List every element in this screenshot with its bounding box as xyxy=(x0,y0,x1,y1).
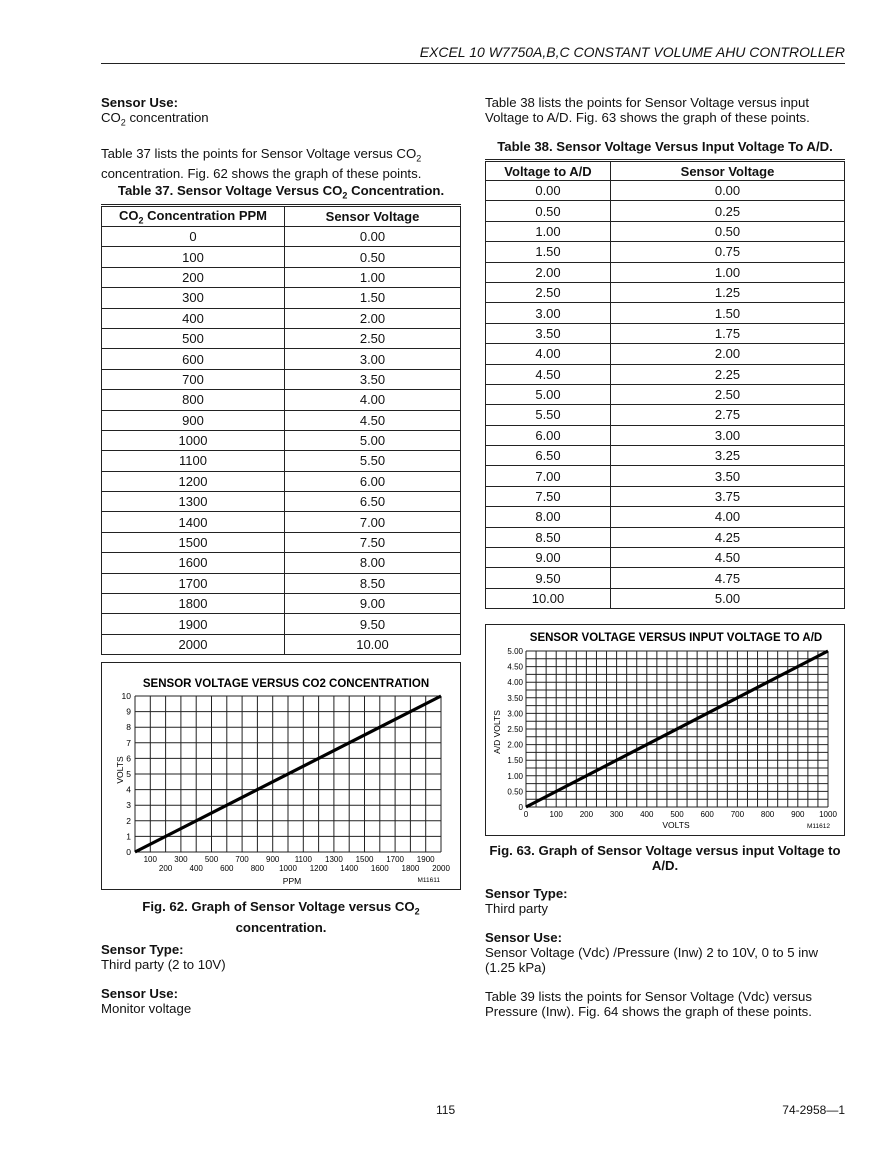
x-tick-label: 300 xyxy=(609,810,624,819)
x-tick-label: 1600 xyxy=(370,864,389,873)
left-column xyxy=(101,95,461,181)
table-cell-voltage: 0.50 xyxy=(285,247,461,267)
table-row xyxy=(102,532,461,552)
table-cell-voltage: 1.50 xyxy=(285,288,461,308)
table-row xyxy=(486,527,845,547)
table-cell-voltage: 1.00 xyxy=(285,267,461,287)
sensor-use-label: Sensor Use: xyxy=(101,95,178,110)
table37-header-voltage: Sensor Voltage xyxy=(285,206,461,227)
table-cell-voltage: 4.00 xyxy=(285,390,461,410)
y-tick-label: 0 xyxy=(126,847,131,857)
table-cell-input: 5.50 xyxy=(486,405,611,425)
chart-code: M11612 xyxy=(806,823,830,830)
table-row xyxy=(486,486,845,506)
y-tick-label: 0.50 xyxy=(507,787,523,797)
table-cell-voltage: 7.50 xyxy=(285,532,461,552)
table-cell-voltage: 9.50 xyxy=(285,614,461,634)
y-tick-label: 3.50 xyxy=(507,693,523,703)
y-tick-label: 2.50 xyxy=(507,725,523,734)
co2-chart xyxy=(101,662,461,890)
table39-intro: Table 39 lists the points for Sensor Voltage (Vdc) versus Pressure (Inw). Fig. 64 shows the graph of these points. xyxy=(485,989,812,1019)
y-tick-label: 4.50 xyxy=(507,662,523,672)
table-cell-voltage: 8.00 xyxy=(285,553,461,573)
table-cell-input: 600 xyxy=(102,349,285,369)
table-row xyxy=(486,181,845,201)
table37-title: Table 37. Sensor Voltage Versus $CO_2$ Concentration. xyxy=(117,183,445,201)
table-cell-input: 1700 xyxy=(102,573,285,593)
table-row xyxy=(102,553,461,573)
table-cell-voltage: 8.50 xyxy=(285,573,461,593)
table-cell-input: 800 xyxy=(102,390,285,410)
table-cell-input: 1900 xyxy=(102,614,285,634)
table-cell-voltage: 1.25 xyxy=(611,282,845,302)
chart-title: SENSOR VOLTAGE VERSUS CO2 CONCENTRATION xyxy=(142,678,430,690)
table-cell-voltage: 3.00 xyxy=(611,425,845,445)
table-cell-voltage: 3.25 xyxy=(611,446,845,466)
table-row xyxy=(102,471,461,491)
chart-xlabel: VOLTS xyxy=(662,820,690,830)
table-row xyxy=(102,247,461,267)
table-row xyxy=(486,384,845,404)
table-cell-voltage: 3.00 xyxy=(285,349,461,369)
x-tick-label: 900 xyxy=(266,855,280,864)
table-row xyxy=(102,227,461,247)
sensor-type-value: Third party xyxy=(485,901,549,916)
table-cell-input: 7.00 xyxy=(486,466,611,486)
sensor-type-label: Sensor Type: xyxy=(101,942,184,957)
y-tick-label: 7 xyxy=(126,737,131,748)
table-cell-voltage: 2.50 xyxy=(611,384,845,404)
y-tick-label: 2.00 xyxy=(507,740,523,750)
table-cell-voltage: 0.00 xyxy=(285,227,461,247)
x-tick-label: 1200 xyxy=(309,864,328,873)
table-row xyxy=(486,323,845,343)
table-row xyxy=(486,507,845,527)
sensor-use-label: Sensor Use: xyxy=(485,930,562,945)
x-tick-label: 1900 xyxy=(416,855,435,864)
table-cell-voltage: 5.00 xyxy=(285,430,461,450)
table-cell-input: 1200 xyxy=(102,471,285,491)
table-row xyxy=(102,512,461,532)
x-tick-label: 800 xyxy=(250,864,265,873)
x-tick-label: 1100 xyxy=(294,855,312,864)
ad-chart xyxy=(485,624,845,836)
x-tick-label: 1400 xyxy=(340,864,359,873)
y-tick-label: 3.00 xyxy=(507,709,523,719)
x-tick-label: 800 xyxy=(760,810,775,819)
x-tick-label: 100 xyxy=(143,855,157,864)
table-cell-voltage: 0.75 xyxy=(611,242,845,262)
table-row xyxy=(102,492,461,512)
y-tick-label: 4 xyxy=(126,784,131,795)
x-tick-label: 500 xyxy=(670,810,684,819)
x-tick-label: 700 xyxy=(730,810,745,819)
table-cell-input: 2000 xyxy=(102,634,285,654)
table-cell-input: 1000 xyxy=(102,430,285,450)
table-cell-voltage: 0.50 xyxy=(611,221,845,241)
table-row xyxy=(486,466,845,486)
table-cell-input: 4.00 xyxy=(486,344,611,364)
page-number: 115 xyxy=(436,1103,456,1117)
table-cell-voltage: 2.25 xyxy=(611,364,845,384)
x-tick-label: 700 xyxy=(235,855,249,864)
table-cell-input: 100 xyxy=(102,247,285,267)
x-tick-label: 1300 xyxy=(325,855,343,864)
table38-title: Table 38. Sensor Voltage Versus Input Voltage To A/D. xyxy=(497,139,833,154)
table-row xyxy=(102,308,461,328)
table-row xyxy=(486,425,845,445)
table-cell-input: 400 xyxy=(102,308,285,328)
table-row xyxy=(102,328,461,348)
sensor-type-label: Sensor Type: xyxy=(485,886,568,901)
table-cell-voltage: 1.75 xyxy=(611,323,845,343)
table-cell-voltage: 4.50 xyxy=(285,410,461,430)
table-row xyxy=(486,568,845,588)
table-cell-voltage: 3.50 xyxy=(285,369,461,389)
table-row xyxy=(102,614,461,634)
table-cell-input: 9.00 xyxy=(486,548,611,568)
table-cell-input: 0.00 xyxy=(486,181,611,201)
running-header: EXCEL 10 W7750A,B,C CONSTANT VOLUME AHU CONTROLLER xyxy=(419,44,845,60)
sensor-type-value: Third party (2 to 10V) xyxy=(101,957,226,972)
x-tick-label: 400 xyxy=(640,810,654,819)
table-row xyxy=(486,405,845,425)
chart-code: M11611 xyxy=(417,877,440,884)
table-cell-voltage: 2.75 xyxy=(611,405,845,425)
y-tick-label: 5 xyxy=(126,769,131,779)
x-tick-label: 1000 xyxy=(819,810,837,819)
table-37 xyxy=(101,204,461,655)
table-cell-input: 5.00 xyxy=(486,384,611,404)
table-row xyxy=(486,303,845,323)
table-cell-input: 6.00 xyxy=(486,425,611,445)
x-tick-label: 600 xyxy=(220,864,234,873)
left-sensor-info xyxy=(101,942,461,1016)
sensor-use-value: $CO_2$ concentration xyxy=(101,110,209,128)
table-cell-input: 9.50 xyxy=(486,568,611,588)
table-row xyxy=(102,573,461,593)
table-row xyxy=(102,451,461,471)
sensor-use2-value: Monitor voltage xyxy=(101,1001,192,1016)
x-tick-label: 0 xyxy=(523,810,529,819)
table-row xyxy=(486,282,845,302)
table-cell-input: 1.00 xyxy=(486,221,611,241)
table-cell-input: 1.50 xyxy=(486,242,611,262)
x-tick-label: 200 xyxy=(158,864,173,873)
table37-header-ppm: $CO_2$ Concentration PPM xyxy=(102,206,285,227)
x-tick-label: 2000 xyxy=(432,864,450,873)
table-cell-voltage: 3.75 xyxy=(611,486,845,506)
table-cell-input: 7.50 xyxy=(486,486,611,506)
table-cell-input: 8.50 xyxy=(486,527,611,547)
table-cell-voltage: 2.50 xyxy=(285,328,461,348)
y-tick-label: 0 xyxy=(518,803,523,812)
table-row xyxy=(102,634,461,654)
table-cell-input: 1300 xyxy=(102,492,285,512)
table-cell-input: 8.00 xyxy=(486,507,611,527)
chart-ylabel: VOLTS xyxy=(115,756,125,784)
y-tick-label: 1.00 xyxy=(507,771,523,781)
table-row xyxy=(102,369,461,389)
table-cell-input: 2.00 xyxy=(486,262,611,282)
table-cell-voltage: 4.75 xyxy=(611,568,845,588)
sensor-use2-label: Sensor Use: xyxy=(101,986,178,1001)
table-cell-voltage: 0.25 xyxy=(611,201,845,221)
x-tick-label: 600 xyxy=(700,810,714,819)
table-row xyxy=(486,548,845,568)
table-cell-input: 1600 xyxy=(102,553,285,573)
table-cell-voltage: 4.00 xyxy=(611,507,845,527)
table-cell-voltage: 2.00 xyxy=(285,308,461,328)
table-cell-voltage: 5.00 xyxy=(611,588,845,608)
table-cell-input: 4.50 xyxy=(486,364,611,384)
table-cell-input: 300 xyxy=(102,288,285,308)
table-row xyxy=(102,410,461,430)
chart-ylabel: A/D VOLTS xyxy=(492,710,502,754)
table-cell-voltage: 1.00 xyxy=(611,262,845,282)
x-tick-label: 900 xyxy=(791,810,805,819)
table-cell-input: 2.50 xyxy=(486,282,611,302)
table-cell-input: 0 xyxy=(102,227,285,247)
table-row xyxy=(486,588,845,608)
table-row xyxy=(486,262,845,282)
y-tick-label: 2 xyxy=(126,815,131,826)
table-row xyxy=(102,390,461,410)
table38-header-voltage: Sensor Voltage xyxy=(611,161,845,181)
table-cell-input: 900 xyxy=(102,410,285,430)
y-tick-label: 9 xyxy=(126,706,131,717)
chart-xlabel: PPM xyxy=(282,876,302,886)
table-cell-input: 10.00 xyxy=(486,588,611,608)
table-cell-voltage: 0.00 xyxy=(611,181,845,201)
table-cell-voltage: 7.00 xyxy=(285,512,461,532)
table-cell-voltage: 4.25 xyxy=(611,527,845,547)
x-tick-label: 1500 xyxy=(355,855,374,864)
table-cell-input: 700 xyxy=(102,369,285,389)
x-tick-label: 100 xyxy=(549,810,563,819)
table-cell-input: 200 xyxy=(102,267,285,287)
table-row xyxy=(486,201,845,221)
table-row xyxy=(102,594,461,614)
table-row xyxy=(486,446,845,466)
table-row xyxy=(102,267,461,287)
y-tick-label: 8 xyxy=(126,722,131,733)
y-tick-label: 5.00 xyxy=(507,647,523,656)
table-row xyxy=(486,344,845,364)
y-tick-label: 3 xyxy=(126,800,131,811)
table-cell-voltage: 10.00 xyxy=(285,634,461,654)
header-rule xyxy=(101,63,845,64)
y-tick-label: 1.50 xyxy=(507,756,523,766)
x-tick-label: 400 xyxy=(189,864,203,873)
table-cell-input: 3.00 xyxy=(486,303,611,323)
x-tick-label: 200 xyxy=(579,810,594,819)
table-cell-voltage: 3.50 xyxy=(611,466,845,486)
y-tick-label: 1 xyxy=(126,831,131,842)
table-row xyxy=(486,364,845,384)
table-cell-voltage: 9.00 xyxy=(285,594,461,614)
table38-intro: Table 38 lists the points for Sensor Voltage versus input Voltage to A/D. Fig. 63 shows the graph of these points. xyxy=(485,95,810,125)
x-tick-label: 1000 xyxy=(279,864,297,873)
table-row xyxy=(486,221,845,241)
x-tick-label: 500 xyxy=(204,855,219,864)
table-cell-input: 1100 xyxy=(102,451,285,471)
y-tick-label: 6 xyxy=(126,753,131,764)
table-cell-voltage: 6.50 xyxy=(285,492,461,512)
table-cell-input: 6.50 xyxy=(486,446,611,466)
chart-title: SENSOR VOLTAGE VERSUS INPUT VOLTAGE TO A/D xyxy=(529,632,823,644)
table-cell-input: 1500 xyxy=(102,532,285,552)
table38-header-ad: Voltage to A/D xyxy=(486,161,611,181)
table-cell-voltage: 5.50 xyxy=(285,451,461,471)
table-cell-input: 1800 xyxy=(102,594,285,614)
x-tick-label: 1700 xyxy=(386,855,404,864)
x-tick-label: 1800 xyxy=(401,864,420,873)
table-cell-input: 0.50 xyxy=(486,201,611,221)
table-cell-voltage: 4.50 xyxy=(611,548,845,568)
table-cell-voltage: 1.50 xyxy=(611,303,845,323)
table-38 xyxy=(485,159,845,609)
fig63-caption: Fig. 63. Graph of Sensor Voltage versus input Voltage to A/D. xyxy=(489,843,841,873)
y-tick-label: 10 xyxy=(121,691,131,701)
table-cell-input: 3.50 xyxy=(486,323,611,343)
sensor-use-value: Sensor Voltage (Vdc) /Pressure (Inw) 2 to 10V, 0 to 5 inw (1.25 kPa) xyxy=(485,945,819,975)
table-row xyxy=(102,430,461,450)
y-tick-label: 4.00 xyxy=(507,678,523,688)
table-cell-voltage: 6.00 xyxy=(285,471,461,491)
right-sensor-info xyxy=(485,886,845,1019)
table-row xyxy=(486,242,845,262)
x-tick-label: 300 xyxy=(174,855,188,864)
table-cell-voltage: 2.00 xyxy=(611,344,845,364)
table-row xyxy=(102,288,461,308)
table37-intro: Table 37 lists the points for Sensor Voltage versus $CO_2$ concentration. Fig. 62 shows the graph of these points. xyxy=(101,145,422,182)
table-cell-input: 500 xyxy=(102,328,285,348)
table-cell-input: 1400 xyxy=(102,512,285,532)
fig62-caption: Fig. 62. Graph of Sensor Voltage versus $CO_2$ concentration. xyxy=(142,899,420,935)
table-row xyxy=(102,349,461,369)
doc-number: 74-2958—1 xyxy=(782,1103,845,1117)
